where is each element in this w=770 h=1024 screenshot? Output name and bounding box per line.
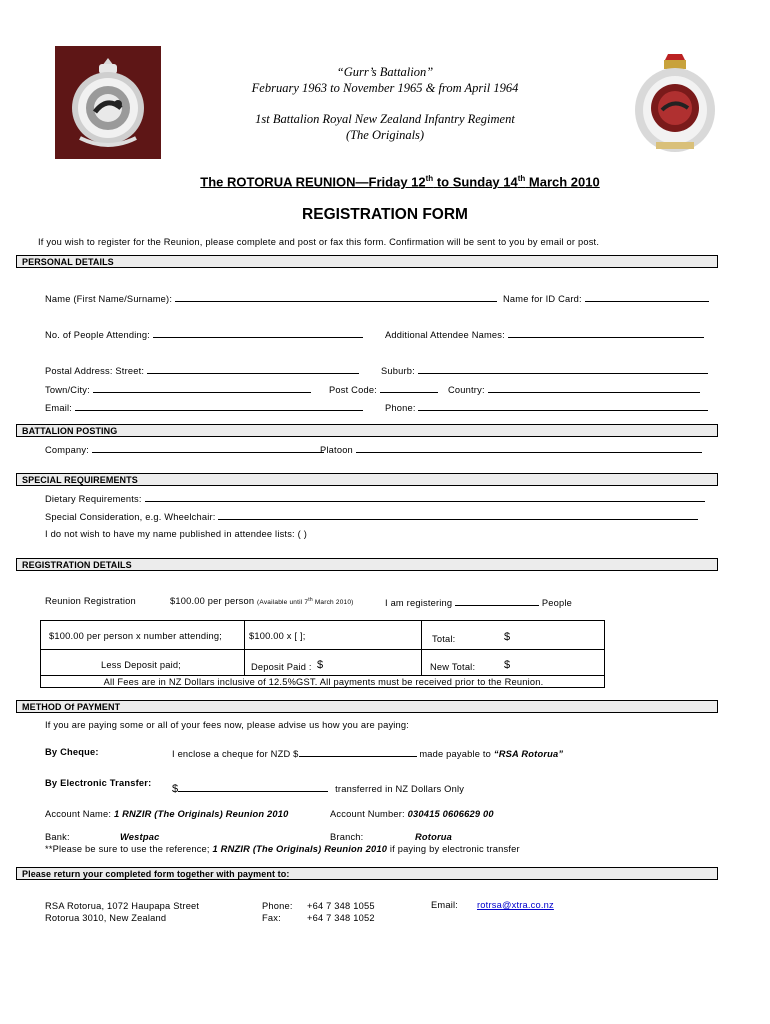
no-publish-checkbox[interactable]: I do not wish to have my name published in attendee lists: ( ) xyxy=(45,529,307,539)
fees-table-r1c3[interactable]: Total: $ xyxy=(421,620,605,650)
town-label: Town/City: xyxy=(45,385,90,395)
contact-email-label: Email: xyxy=(431,900,459,910)
email-label: Email: xyxy=(45,403,73,413)
account-number-label: Account Number: xyxy=(330,809,408,819)
fees-table-r2c3[interactable]: New Total: $ xyxy=(421,649,605,676)
fees-table-r1c2[interactable]: $100.00 x [ ]; xyxy=(244,620,422,650)
cheque-payee: “RSA Rotorua” xyxy=(493,749,564,759)
registering-field[interactable] xyxy=(455,596,539,606)
cheque-text: I enclose a cheque for NZD $ xyxy=(172,749,299,759)
consideration-label: Special Consideration, e.g. Wheelchair: xyxy=(45,512,216,522)
consideration-field[interactable] xyxy=(218,510,698,520)
country-label: Country: xyxy=(448,385,485,395)
fees-table-r2c2[interactable]: Deposit Paid : $ xyxy=(244,649,422,676)
contact-fax-label: Fax: xyxy=(262,913,281,923)
reference-note: **Please be sure to use the reference; 1 RNZIR (The Originals) Reunion 2010 if paying by electronic transfer xyxy=(45,844,520,854)
id-card-field[interactable] xyxy=(585,292,709,302)
transfer-amount-field[interactable] xyxy=(178,782,328,792)
contact-phone-label: Phone: xyxy=(262,901,293,911)
form-title: REGISTRATION FORM xyxy=(302,206,468,223)
phone-field[interactable] xyxy=(418,401,708,411)
street-field[interactable] xyxy=(147,364,359,374)
account-name: 1 RNZIR (The Originals) Reunion 2010 xyxy=(113,809,289,819)
platoon-field[interactable] xyxy=(356,443,702,453)
return-header: Please return your completed form together with payment to: xyxy=(16,867,718,880)
phone-label: Phone: xyxy=(385,403,416,413)
company-label: Company: xyxy=(45,445,89,455)
attending-field[interactable] xyxy=(153,328,363,338)
company-field[interactable] xyxy=(92,443,324,453)
additional-names-field[interactable] xyxy=(508,328,704,338)
transfer-label: By Electronic Transfer: xyxy=(45,778,152,788)
attending-label: No. of People Attending: xyxy=(45,330,151,340)
bank-label: Bank: xyxy=(45,832,70,842)
street-label: Postal Address: Street: xyxy=(45,366,145,376)
address-line-1: RSA Rotorua, 1072 Haupapa Street xyxy=(45,901,200,911)
additional-names-label: Additional Attendee Names: xyxy=(385,330,505,340)
payment-method-header: METHOD Of PAYMENT xyxy=(16,700,718,713)
contact-email-link[interactable]: rotrsa@xtra.co.nz xyxy=(477,900,554,910)
account-number: 030415 0606629 00 xyxy=(407,809,494,819)
header-line-2: February 1963 to November 1965 & from April 1964 xyxy=(251,81,519,95)
intro-text: If you wish to register for the Reunion, please complete and post or fax this form. Confirmation will be sent to you by email or post. xyxy=(38,237,600,247)
country-field[interactable] xyxy=(488,383,700,393)
reunion-heading: The ROTORUA REUNION—Friday 12th to Sunday 14th March 2010 xyxy=(200,174,600,190)
bank-name: Westpac xyxy=(120,832,160,842)
email-field[interactable] xyxy=(75,401,363,411)
fees-table-r2c1: Less Deposit paid; xyxy=(40,649,245,676)
account-name-label: Account Name: xyxy=(45,809,114,819)
fees-table-r1c1: $100.00 per person x number attending; xyxy=(40,620,245,650)
right-badge-logo xyxy=(632,50,718,154)
registration-details-header: REGISTRATION DETAILS xyxy=(16,558,718,571)
branch-label: Branch: xyxy=(330,832,364,842)
dietary-field[interactable] xyxy=(145,492,705,502)
battalion-posting-header: BATTALION POSTING xyxy=(16,424,718,437)
header-line-4: (The Originals) xyxy=(345,128,425,142)
postcode-field[interactable] xyxy=(380,383,438,393)
left-badge-logo xyxy=(55,46,161,159)
header-line-3: 1st Battalion Royal New Zealand Infantry Regiment xyxy=(255,112,515,126)
people-label: People xyxy=(541,598,573,608)
transfer-text: transferred in NZ Dollars Only xyxy=(335,784,465,794)
registering-label: I am registering xyxy=(385,598,453,608)
personal-details-header: PERSONAL DETAILS xyxy=(16,255,718,268)
special-requirements-header: SPECIAL REQUIREMENTS xyxy=(16,473,718,486)
platoon-label: Platoon xyxy=(320,445,353,455)
payment-intro: If you are paying some or all of your fees now, please advise us how you are paying: xyxy=(45,720,410,730)
header-line-1: “Gurr’s Battalion” xyxy=(336,65,434,79)
branch-name: Rotorua xyxy=(415,832,453,842)
price-text: $100.00 per person (Available until 7th March 2010) xyxy=(170,596,354,606)
contact-fax: +64 7 348 1052 xyxy=(307,913,375,923)
contact-phone: +64 7 348 1055 xyxy=(307,901,375,911)
address-line-2: Rotorua 3010, New Zealand xyxy=(45,913,167,923)
dietary-label: Dietary Requirements: xyxy=(45,494,142,504)
name-field[interactable] xyxy=(175,292,497,302)
postcode-label: Post Code: xyxy=(329,385,377,395)
suburb-label: Suburb: xyxy=(381,366,415,376)
cheque-label: By Cheque: xyxy=(45,747,99,757)
fees-note: All Fees are in NZ Dollars inclusive of 12.5%GST. All payments must be received prior to the Reunion. xyxy=(40,675,605,688)
town-field[interactable] xyxy=(93,383,311,393)
id-card-label: Name for ID Card: xyxy=(503,294,582,304)
suburb-field[interactable] xyxy=(418,364,708,374)
reunion-registration-label: Reunion Registration xyxy=(45,596,136,606)
name-label: Name (First Name/Surname): xyxy=(45,294,173,304)
cheque-amount-field[interactable] xyxy=(299,747,417,757)
